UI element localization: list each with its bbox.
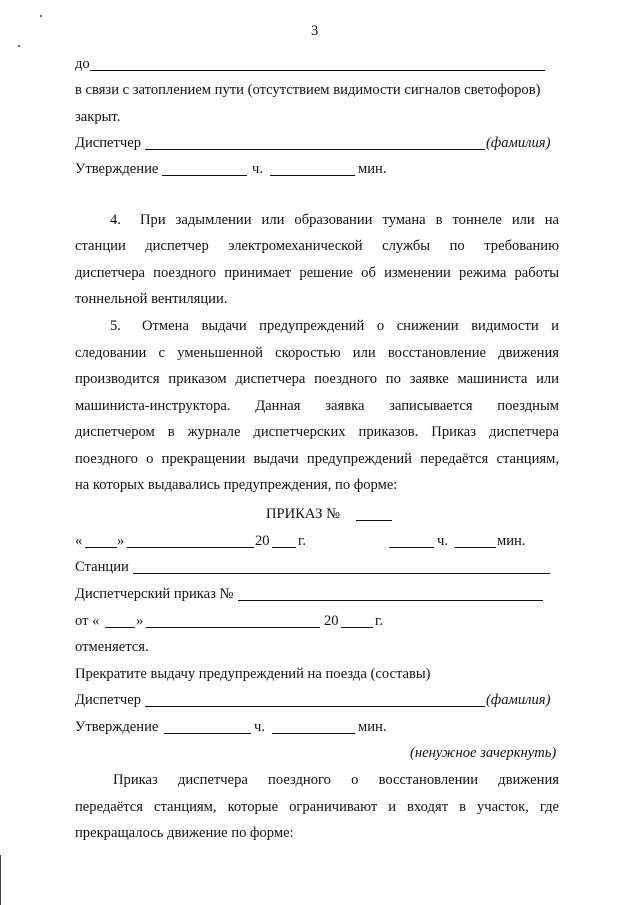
surname-hint: (фамилия) <box>486 692 551 708</box>
minutes-label: мин. <box>358 719 387 735</box>
minutes-label: мин. <box>358 161 387 177</box>
year-prefix: 20 <box>255 533 270 549</box>
from-year-blank <box>341 627 373 628</box>
approval-label: Утверждение <box>75 719 159 735</box>
dispatch-order-label: Диспетчерский приказ № <box>75 586 234 602</box>
year-suffix: г. <box>298 533 306 549</box>
para5-number: 5. <box>110 318 121 334</box>
day-blank <box>85 547 117 548</box>
month-blank <box>127 547 254 548</box>
para4-line: станции диспетчер электромеханической службы по требованию <box>75 238 559 254</box>
close-quote: » <box>117 533 125 549</box>
hours-label: ч. <box>252 161 263 177</box>
close-quote: » <box>136 613 144 629</box>
stations-label: Станции <box>75 559 129 575</box>
dispatcher-blank <box>145 706 485 707</box>
open-quote: « <box>75 533 83 549</box>
para5-line: машиниста-инструктора. Данная заявка записывается поездным <box>75 398 559 414</box>
page-number: 3 <box>311 23 319 39</box>
stations-blank <box>133 573 550 574</box>
para4-number: 4. <box>110 212 121 228</box>
from-label: от « <box>75 613 100 629</box>
scan-speck <box>18 45 20 47</box>
minutes-label: мин. <box>497 533 526 549</box>
final-para-line: Приказ диспетчера поездного о восстановлении движения <box>113 772 559 788</box>
year-prefix: 20 <box>324 613 339 629</box>
hours-blank <box>164 733 251 734</box>
hours-blank <box>162 175 247 176</box>
closed-text: закрыт. <box>75 109 121 125</box>
final-para-line: передаётся станциям, которые ограничивают и входят в участок, где <box>75 799 559 815</box>
year-blank <box>272 547 296 548</box>
dispatcher-label: Диспетчер <box>75 135 142 151</box>
minutes-blank <box>272 733 355 734</box>
final-para-line: прекращалось движение по форме: <box>75 825 294 841</box>
order-number-blank <box>356 520 392 521</box>
minutes-blank <box>270 175 355 176</box>
hours-label: ч. <box>437 533 448 549</box>
surname-hint: (фамилия) <box>486 135 551 151</box>
dispatch-order-blank <box>238 600 543 601</box>
hours-label: ч. <box>254 719 265 735</box>
from-day-blank <box>105 627 135 628</box>
para5-line: на которых выдавались предупреждения, по форме: <box>75 477 398 493</box>
reason-line: в связи с затоплением пути (отсутствием видимости сигналов светофоров) <box>75 82 541 98</box>
from-month-blank <box>146 627 320 628</box>
cancelled-text: отменяется. <box>75 639 149 655</box>
stop-issue-text: Прекратите выдачу предупреждений на поезда (составы) <box>75 666 431 682</box>
year-suffix: г. <box>375 613 383 629</box>
para4-line: диспетчера поездного принимает решение об изменении режима работы <box>75 265 559 281</box>
para5-line: Отмена выдачи предупреждений о снижении видимости и <box>142 318 559 334</box>
dispatcher-blank <box>145 149 485 150</box>
scan-speck <box>40 15 42 17</box>
scan-edge <box>0 855 1 905</box>
order-title: ПРИКАЗ № <box>266 506 340 522</box>
destination-blank <box>90 70 545 71</box>
minutes-blank <box>455 547 496 548</box>
para5-line: диспетчером в журнале диспетчерских приказов. Приказ диспетчера <box>75 424 559 440</box>
approval-label: Утверждение <box>75 161 159 177</box>
para5-line: следовании с уменьшенной скоростью или восстановление движения <box>75 345 559 361</box>
para5-line: поездного о прекращении выдачи предупреждений передаётся станциям, <box>75 451 559 467</box>
hours-blank <box>389 547 434 548</box>
dispatcher-label: Диспетчер <box>75 692 142 708</box>
para4-line: тоннельной вентиляции. <box>75 291 228 307</box>
strike-note: (ненужное зачеркнуть) <box>410 745 557 761</box>
para4-line: При задымлении или образовании тумана в тоннеле или на <box>140 212 559 228</box>
para5-line: производится приказом диспетчера поездного по заявке машиниста или <box>75 371 559 387</box>
do-prefix: до <box>75 56 90 72</box>
